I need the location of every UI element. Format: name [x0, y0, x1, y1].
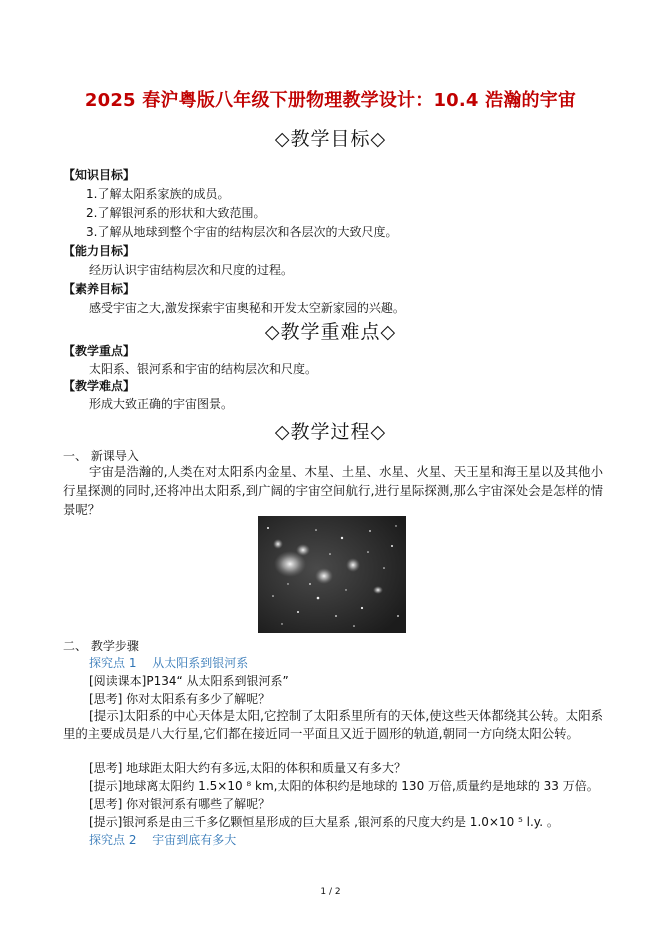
knowledge-item: 1.了解太阳系家族的成员。 [86, 187, 230, 201]
think-question-3: [思考] 你对银河系有哪些了解呢？ [89, 797, 271, 811]
literacy-text: 感受宇宙之大,激发探索宇宙奥秘和开发太空新家园的兴趣。 [89, 301, 405, 315]
label-key-points: 【教学重点】 [63, 344, 136, 358]
reading-instruction: [阅读课本]P134“ 从太阳系到银河系” [89, 674, 289, 688]
hint-2: [提示]地球离太阳约 1.5×10 ⁸ km,太阳的体积约是地球的 130 万倍,质量约是地球的 33 万倍。 [89, 779, 599, 793]
label-difficulty: 【教学难点】 [63, 379, 136, 393]
hint-paragraph-1: [提示]太阳系的中心天体是太阳,它控制了太阳系里所有的天体,使这些天体都绕其公转。太阳系里的主要成员是八大行星,它们都在接近同一平面且又近于圆形的轨道,朝同一方向绕太阳公转。 [63, 708, 603, 741]
difficulty-text: 形成大致正确的宇宙图景。 [89, 397, 234, 411]
section-heading-keypoints: ◇教学重难点◇ [264, 321, 397, 343]
inquiry-point-1: 探究点 1 从太阳系到银河系 [89, 656, 249, 670]
section-heading-process: ◇教学过程◇ [274, 421, 387, 443]
section-heading-goals: ◇教学目标◇ [274, 128, 387, 150]
inquiry-point-2: 探究点 2 宇宙到底有多大 [89, 833, 237, 847]
think-question-2: [思考] 地球距太阳大约有多远,太阳的体积和质量又有多大？ [89, 761, 406, 775]
hint-3: [提示]银河系是由三千多亿颗恒星形成的巨大星系 ,银河系的尺度大约是 1.0×10 ⁵ l.y. 。 [89, 815, 559, 829]
galaxy-image [258, 516, 406, 633]
page-number: 1 / 2 [320, 887, 341, 897]
label-literacy-goals: 【素养目标】 [63, 282, 136, 296]
label-knowledge-goals: 【知识目标】 [63, 168, 136, 182]
key-points-text: 太阳系、银河系和宇宙的结构层次和尺度。 [89, 362, 318, 376]
knowledge-item: 3.了解从地球到整个宇宙的结构层次和各层次的大致尺度。 [86, 225, 398, 239]
ability-text: 经历认识宇宙结构层次和尺度的过程。 [89, 263, 294, 277]
knowledge-item: 2.了解银河系的形状和大致范围。 [86, 206, 266, 220]
intro-paragraph: 宇宙是浩瀚的,人类在对太阳系内金星、木星、土星、水星、火星、天王星和海王星以及其他小行星探测的同时,还将冲出太阳系,到广阔的宇宙空间航行,进行星际探测,那么宇宙深处会是怎样的情景呢？ [63, 464, 603, 517]
label-ability-goals: 【能力目标】 [63, 244, 136, 258]
document-title: 2025 春沪粤版八年级下册物理教学设计：10.4 浩瀚的宇宙 [84, 90, 577, 111]
steps-heading: 二、 教学步骤 [63, 639, 139, 653]
intro-heading: 一、 新课导入 [63, 449, 139, 463]
think-question-1: [思考] 你对太阳系有多少了解呢？ [89, 692, 271, 706]
